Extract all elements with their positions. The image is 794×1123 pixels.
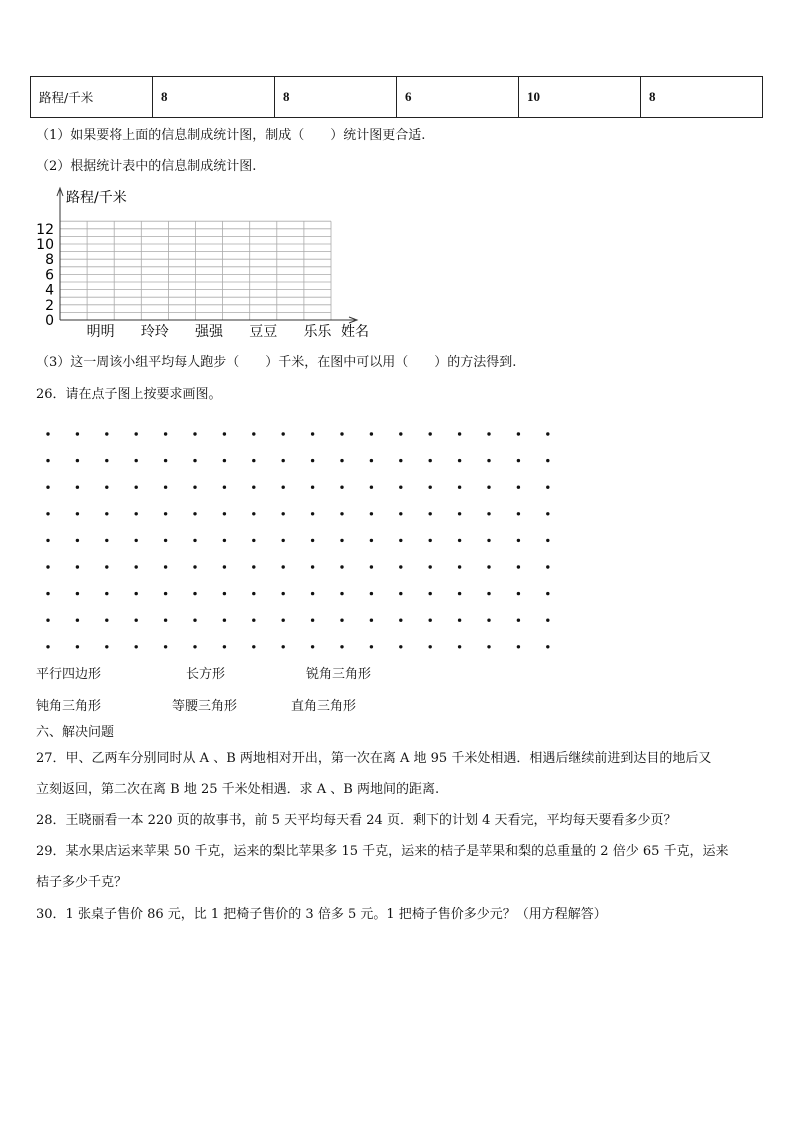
grid-dot <box>105 486 108 489</box>
grid-dot <box>76 592 79 595</box>
grid-dot <box>252 512 255 515</box>
grid-dot <box>546 432 549 435</box>
table-cell: 8 <box>641 77 763 118</box>
grid-dot <box>105 645 108 648</box>
grid-dot <box>135 459 138 462</box>
grid-dot <box>458 486 461 489</box>
grid-dot <box>193 459 196 462</box>
section-heading: 六、解决问题 <box>36 725 115 740</box>
grid-dot <box>193 432 196 435</box>
grid-dot <box>135 645 138 648</box>
grid-dot <box>76 645 79 648</box>
grid-dot <box>193 486 196 489</box>
grid-dot <box>340 565 343 568</box>
question-25-part-1: （1）如果要将上面的信息制成统计图，制成（ ）统计图更合适. <box>36 128 426 143</box>
grid-dot <box>340 486 343 489</box>
shape-label: 直角三角形 <box>291 699 357 714</box>
x-category-label: 乐乐 <box>303 324 332 340</box>
grid-dot <box>399 459 402 462</box>
grid-dot <box>370 486 373 489</box>
grid-dot <box>46 486 49 489</box>
grid-dot <box>311 592 314 595</box>
x-category-label: 玲玲 <box>140 324 169 340</box>
question-27-line-2: 立刻返回，第二次在离 B 地 25 千米处相遇．求 A 、B 两地间的距离. <box>36 782 440 797</box>
grid-dot <box>76 512 79 515</box>
grid-dot <box>546 645 549 648</box>
grid-dot <box>399 592 402 595</box>
grid-dot <box>487 565 490 568</box>
grid-dot <box>164 539 167 542</box>
grid-dot <box>135 619 138 622</box>
grid-dot <box>164 645 167 648</box>
grid-dot <box>429 512 432 515</box>
grid-dot <box>193 645 196 648</box>
question-27-line-1: 27．甲、乙两车分别同时从 A 、B 两地相对开出，第一次在离 A 地 95 千米处相遇．相遇后继续前进到达目的地后又 <box>36 751 712 766</box>
grid-dot <box>517 459 520 462</box>
grid-dot <box>193 539 196 542</box>
grid-dot <box>282 565 285 568</box>
grid-dot <box>311 539 314 542</box>
grid-dot <box>487 432 490 435</box>
grid-dot <box>517 619 520 622</box>
grid-dot <box>429 592 432 595</box>
grid-dot <box>76 539 79 542</box>
grid-dot <box>458 619 461 622</box>
y-tick-label: 12 <box>36 221 54 238</box>
grid-dot <box>105 565 108 568</box>
grid-dot <box>46 592 49 595</box>
grid-dot <box>135 565 138 568</box>
grid-dot <box>252 539 255 542</box>
y-tick-label: 0 <box>45 313 54 329</box>
grid-dot <box>487 645 490 648</box>
grid-dot <box>282 459 285 462</box>
chart-y-axis-label: 路程/千米 <box>66 190 127 206</box>
grid-dot <box>311 565 314 568</box>
grid-dot <box>487 619 490 622</box>
grid-dot <box>429 565 432 568</box>
question-30: 30．1 张桌子售价 86 元，比 1 把椅子售价的 3 倍多 5 元。1 把椅子售价多少元？（用方程解答） <box>36 907 607 922</box>
grid-dot <box>429 486 432 489</box>
grid-dot <box>193 512 196 515</box>
chart-grid <box>60 221 331 320</box>
grid-dot <box>46 459 49 462</box>
grid-dot <box>46 619 49 622</box>
grid-dot <box>429 432 432 435</box>
grid-dot <box>135 592 138 595</box>
grid-dot <box>76 432 79 435</box>
grid-dot <box>252 565 255 568</box>
grid-dot <box>429 539 432 542</box>
grid-dot <box>105 432 108 435</box>
grid-dot <box>546 512 549 515</box>
grid-dot <box>223 486 226 489</box>
grid-dot <box>46 645 49 648</box>
y-tick-label: 10 <box>36 237 54 253</box>
grid-dot <box>340 619 343 622</box>
grid-dot <box>340 459 343 462</box>
grid-dot <box>282 645 285 648</box>
x-category-label: 明明 <box>86 324 115 340</box>
grid-dot <box>311 512 314 515</box>
grid-dot <box>370 592 373 595</box>
grid-dot <box>546 486 549 489</box>
grid-dot <box>223 512 226 515</box>
grid-dot <box>546 592 549 595</box>
grid-dot <box>517 432 520 435</box>
table-cell: 10 <box>519 77 641 118</box>
grid-dot <box>311 459 314 462</box>
grid-dot <box>46 512 49 515</box>
shape-label: 等腰三角形 <box>172 699 238 714</box>
grid-dot <box>399 432 402 435</box>
grid-dot <box>76 619 79 622</box>
grid-dot <box>487 592 490 595</box>
grid-dot <box>370 459 373 462</box>
grid-dot <box>164 592 167 595</box>
grid-dot <box>487 512 490 515</box>
grid-dot <box>487 486 490 489</box>
grid-dot <box>76 459 79 462</box>
shape-label: 长方形 <box>186 667 226 682</box>
grid-dot <box>135 539 138 542</box>
grid-dot <box>487 459 490 462</box>
table-cell: 6 <box>397 77 519 118</box>
grid-dot <box>458 539 461 542</box>
grid-dot <box>135 512 138 515</box>
y-tick-label: 4 <box>45 282 54 299</box>
shape-label: 平行四边形 <box>36 667 102 682</box>
grid-dot <box>105 592 108 595</box>
grid-dot <box>429 619 432 622</box>
grid-dot <box>164 432 167 435</box>
grid-dot <box>458 459 461 462</box>
grid-dot <box>223 539 226 542</box>
grid-dot <box>546 459 549 462</box>
grid-dot <box>517 512 520 515</box>
grid-dot <box>487 539 490 542</box>
grid-dot <box>193 619 196 622</box>
grid-dot <box>223 565 226 568</box>
grid-dot <box>252 459 255 462</box>
grid-dot <box>282 486 285 489</box>
grid-dot <box>282 619 285 622</box>
grid-dot <box>370 565 373 568</box>
grid-dot <box>311 619 314 622</box>
grid-dot <box>76 565 79 568</box>
grid-dot <box>105 459 108 462</box>
grid-dot <box>105 512 108 515</box>
grid-dot <box>252 432 255 435</box>
grid-dot <box>76 486 79 489</box>
grid-dot <box>370 645 373 648</box>
grid-dot <box>164 512 167 515</box>
grid-dot <box>458 432 461 435</box>
grid-dot <box>517 592 520 595</box>
y-tick-label: 6 <box>45 267 54 284</box>
grid-dot <box>399 645 402 648</box>
grid-dot <box>135 486 138 489</box>
grid-dot <box>517 645 520 648</box>
grid-dot <box>429 645 432 648</box>
shape-label: 钝角三角形 <box>36 699 102 714</box>
grid-dot <box>252 619 255 622</box>
shape-label: 锐角三角形 <box>306 667 372 682</box>
grid-dot <box>105 619 108 622</box>
grid-dot <box>311 645 314 648</box>
question-29-line-1: 29．某水果店运来苹果 50 千克，运来的梨比苹果多 15 千克，运来的桔子是苹果和梨的总重量的 2 倍少 65 千克，运来 <box>36 844 729 859</box>
grid-dot <box>311 432 314 435</box>
grid-dot <box>370 512 373 515</box>
grid-dot <box>399 512 402 515</box>
grid-dot <box>399 486 402 489</box>
grid-dot <box>399 539 402 542</box>
grid-dot <box>370 539 373 542</box>
grid-dot <box>282 512 285 515</box>
grid-dot <box>105 539 108 542</box>
y-tick-label: 2 <box>45 297 54 314</box>
grid-dot <box>399 565 402 568</box>
grid-dot <box>252 592 255 595</box>
grid-dot <box>164 565 167 568</box>
question-28: 28．王晓丽看一本 220 页的故事书，前 5 天平均每天看 24 页．剩下的计划 4 天看完，平均每天要看多少页？ <box>36 813 677 828</box>
grid-dot <box>46 565 49 568</box>
grid-dot <box>340 645 343 648</box>
x-category-label: 豆豆 <box>249 324 278 340</box>
grid-dot <box>164 619 167 622</box>
grid-dot <box>458 592 461 595</box>
grid-dot <box>223 432 226 435</box>
grid-dot <box>458 512 461 515</box>
grid-dot <box>517 486 520 489</box>
grid-dot <box>223 592 226 595</box>
dot-grid <box>46 432 549 648</box>
table-cell: 8 <box>153 77 275 118</box>
question-25-part-3: （3）这一周该小组平均每人跑步（ ）千米，在图中可以用（ ）的方法得到. <box>36 355 517 370</box>
grid-dot <box>340 432 343 435</box>
grid-dot <box>340 592 343 595</box>
question-26-title: 26．请在点子图上按要求画图。 <box>36 387 222 402</box>
x-category-label: 强强 <box>195 324 224 340</box>
grid-dot <box>370 432 373 435</box>
grid-dot <box>223 645 226 648</box>
grid-dot <box>282 539 285 542</box>
grid-dot <box>370 619 373 622</box>
grid-dot <box>252 645 255 648</box>
grid-dot <box>546 539 549 542</box>
grid-dot <box>429 459 432 462</box>
chart-category-labels <box>87 324 333 340</box>
grid-dot <box>458 645 461 648</box>
grid-dot <box>252 486 255 489</box>
chart-x-axis-label: 姓名 <box>341 324 369 340</box>
grid-dot <box>164 459 167 462</box>
grid-dot <box>340 512 343 515</box>
grid-dot <box>311 486 314 489</box>
chart-axes <box>57 188 357 323</box>
grid-dot <box>223 619 226 622</box>
grid-dot <box>517 565 520 568</box>
grid-dot <box>223 459 226 462</box>
grid-dot <box>546 565 549 568</box>
grid-dot <box>193 592 196 595</box>
question-29-line-2: 桔子多少千克？ <box>36 875 128 890</box>
grid-dot <box>340 539 343 542</box>
grid-dot <box>517 539 520 542</box>
grid-dot <box>46 432 49 435</box>
grid-dot <box>46 539 49 542</box>
grid-dot <box>164 486 167 489</box>
grid-dot <box>546 619 549 622</box>
grid-dot <box>193 565 196 568</box>
grid-dot <box>399 619 402 622</box>
table-header-cell: 路程/千米 <box>31 77 153 118</box>
grid-dot <box>458 565 461 568</box>
y-tick-label: 8 <box>45 252 54 269</box>
grid-dot <box>135 432 138 435</box>
chart-tick-labels <box>36 222 54 329</box>
question-25-part-2: （2）根据统计表中的信息制成统计图. <box>36 159 257 174</box>
grid-dot <box>282 592 285 595</box>
table-cell: 8 <box>275 77 397 118</box>
grid-dot <box>282 432 285 435</box>
